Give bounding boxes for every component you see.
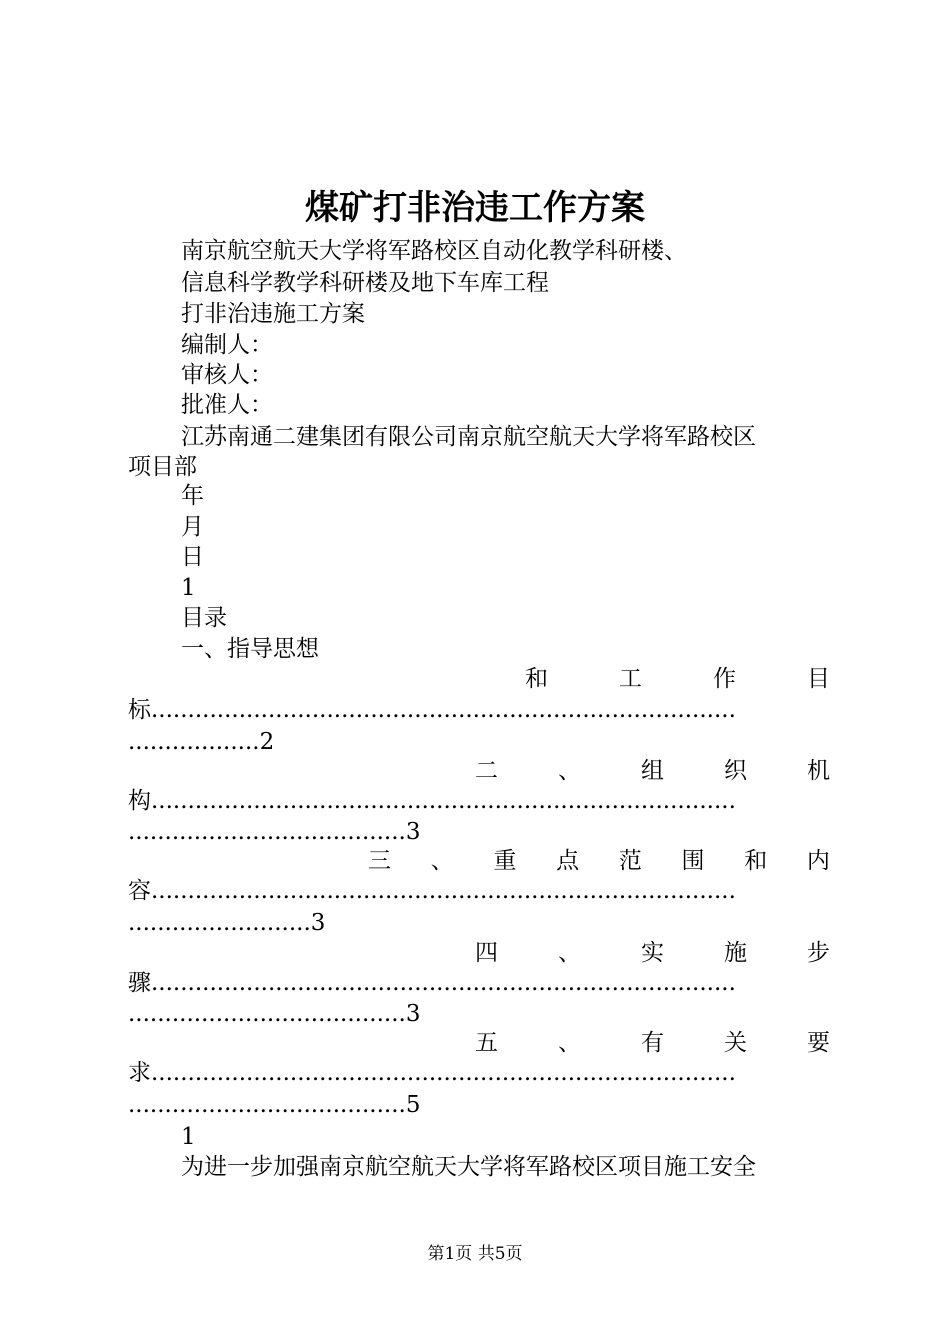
toc-item-1-spread: 和 工 作 目	[525, 666, 830, 692]
project-name-line-2: 信息科学教学科研楼及地下车库工程	[181, 270, 549, 296]
compiler-label: 编制人：	[181, 332, 273, 358]
date-day: 日	[181, 544, 204, 570]
page-marker: 1	[181, 575, 196, 601]
toc-item-4-spread: 四 、 实 施 步	[475, 940, 830, 966]
toc-item-3-page: .........................3	[128, 910, 326, 936]
toc-item-2-spread: 二 、 组 织 机	[475, 758, 830, 784]
toc-item-3-spread: 三 、 重 点 范 围 和 内	[368, 848, 830, 874]
document-title: 煤矿打非治违工作方案	[305, 188, 645, 228]
project-name-line-1: 南京航空航天大学将军路校区自动化教学科研楼、	[181, 238, 687, 264]
page-marker-2: 1	[181, 1124, 196, 1150]
date-year: 年	[181, 483, 204, 509]
toc-item-5-spread: 五 、 有 关 要	[475, 1030, 830, 1056]
company-line-2: 项目部	[128, 454, 197, 480]
date-month: 月	[181, 514, 204, 540]
toc-item-1-leader: 标................................................................................	[128, 697, 736, 723]
toc-item-4-page: ......................................3	[128, 1001, 421, 1027]
page-footer: 第1页 共5页	[427, 1244, 523, 1264]
toc-item-4-leader: 骤................................................................................	[128, 970, 736, 996]
plan-name: 打非治违施工方案	[181, 301, 365, 327]
reviewer-label: 审核人：	[181, 362, 273, 388]
body-paragraph-start: 为进一步加强南京航空航天大学将军路校区项目施工安全	[181, 1154, 756, 1180]
toc-heading: 目录	[181, 605, 227, 631]
toc-item-3-leader: 容................................................................................	[128, 878, 736, 904]
toc-item-1-page: ..................2	[128, 729, 275, 755]
toc-item-5-page: ......................................5	[128, 1092, 421, 1118]
toc-item-5-leader: 求................................................................................	[128, 1060, 736, 1086]
approver-label: 批准人：	[181, 392, 273, 418]
toc-item-1-title: 一、指导思想	[181, 636, 319, 662]
company-line-1: 江苏南通二建集团有限公司南京航空航天大学将军路校区	[181, 424, 756, 450]
toc-item-2-page: ......................................3	[128, 819, 421, 845]
toc-item-2-leader: 构................................................................................	[128, 788, 736, 814]
